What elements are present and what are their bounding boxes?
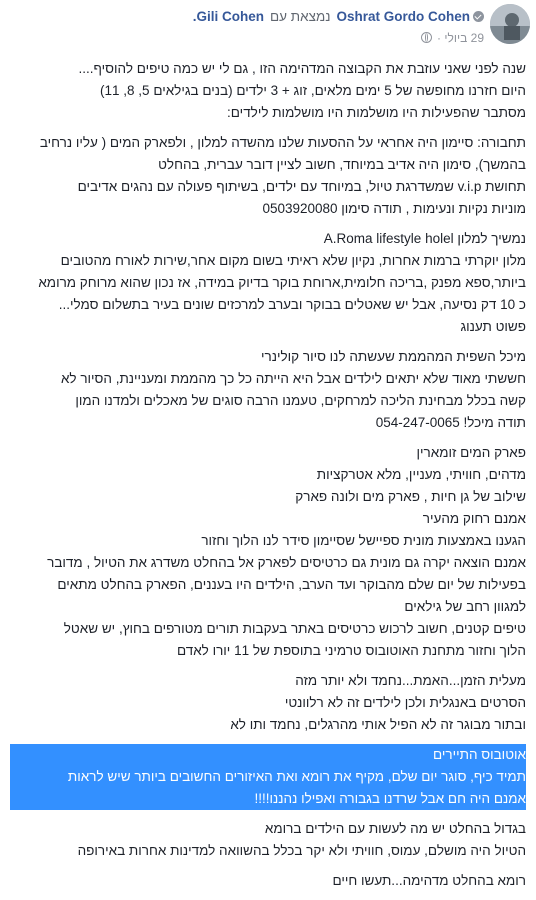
post-text-line: מדהים, חוויתי, מעניין, מלא אטרקציות: [316, 467, 526, 482]
post-text-line: קשה בכלל מבחינת הליכה למרחקים, טעמנו הרבה סוגים של מאכלים ולמדנו המון: [75, 393, 526, 408]
post-text-line: חששתי מאוד שלא יתאים לילדים אבל היא הייתה כל כך מהממת ומעניינת, הסיור לא: [60, 371, 526, 386]
tagged-user-link[interactable]: Gili Cohen.: [192, 9, 265, 24]
post-text-line: מיכל השפית המהממת שעשתה לנו סיור קולינרי: [261, 349, 526, 364]
post-header: [0, 0, 536, 52]
post-paragraph: [10, 346, 526, 434]
post-text-line: מעלית הזמן...האמת...נחמד ולא יותר מזה: [295, 673, 526, 688]
post-text-line: ביותר,ספא מפנק ,בריכה חלומית,ארוחת בוקר בדיוק במידה, אז נכון שהוא מרוחק מרומא: [38, 275, 526, 290]
post-text-line: תודה מיכל! 054-247-0065: [375, 415, 526, 430]
post-text-line: הלוך וחזור מתחנת האוטובוס טרמיני בתוספת של 11 יורו לאדם: [176, 643, 526, 658]
selected-text-line: אמנם היה חם אבל שרדנו בגבורה ואפילו נהננו!!!!: [10, 788, 526, 810]
post-paragraph: [10, 228, 526, 338]
author-name-link[interactable]: Oshrat Gordo Cohen: [336, 9, 470, 24]
verified-icon: [473, 11, 484, 22]
post-paragraph: [10, 670, 526, 736]
author-avatar[interactable]: [490, 4, 530, 44]
post-text-line: פארק המים זומארין: [416, 445, 526, 460]
post-text-line: הסרטים באנגלית ולכן לילדים זה לא רלוונטי: [284, 695, 526, 710]
post-body: [10, 58, 526, 900]
post-text-line: תחבורה: סיימון היה אחראי על ההסעות שלנו מהשדה למלון , ולפארק המים ( עליו נרחיב: [39, 135, 526, 150]
post-text-line: נמשיך למלון A.Roma lifestyle holel: [323, 231, 526, 246]
post-paragraph: [10, 870, 526, 892]
post-timestamp[interactable]: 29 ביולי: [444, 31, 484, 45]
post-text-line: רומא בהחלט מדהימה...תעשו חיים: [332, 873, 526, 888]
post-text-line: שנה לפני שאני עוזבת את הקבוצה המדהימה הזו , גם לי יש כמה טיפים להוסיף....: [78, 61, 526, 76]
post-text-line: למגוון רחב של גילאים: [404, 599, 526, 614]
with-text: נמצאת עם: [270, 9, 331, 24]
selected-text-line: תמיד כיף, סוגר יום שלם, מקיף את רומא ואת האיזורים החשובים ביותר שיש לראות: [10, 766, 526, 788]
post-text-line: תחושת v.i.p שמשדרגת טיול, במיוחד עם ילדים, בשיתוף פעולה עם נהגים אדיבים: [77, 179, 526, 194]
post-text-line: אמנם הוצאה יקרה גם מונית גם כרטיסים לפארק אל בהחלט משדרג את הטיול , מדובר: [47, 555, 526, 570]
post-text-line: היום חזרנו מחופשה של 5 ימים מלאים, זוג + 3 ילדים (בנים בגילאים 5, 8, 11): [99, 83, 526, 98]
post-paragraph: [10, 818, 526, 862]
post-text-line: כ 10 דק נסיעה, אבל יש שאטלים בבוקר ובערב למרכזים שונים בעיר בתשלום סמלי...: [58, 297, 526, 312]
avatar-image: [490, 4, 530, 44]
post-meta: [421, 31, 484, 45]
post-text-line: הטיול היה מושלם, עמוס, חוויתי ולא יקר בכלל בהשוואה למדינות אחרות באירופה: [77, 843, 526, 858]
post-text-line: טיפים קטנים, חשוב לרכוש כרטיסים באתר בעקבות תורים מטורפים בחוץ, יש שאטל: [63, 621, 526, 636]
post-text-line: מוניות נקיות ונעימות , תודה סימון 0503920080: [262, 201, 526, 216]
post-text-line: אמנם רחוק מהעיר: [422, 511, 526, 526]
post-text-line: פשוט תענוג: [460, 319, 526, 334]
post-title-line: [193, 9, 484, 24]
post-paragraph: [10, 442, 526, 662]
post-text-line: בגדול בהחלט יש מה לעשות עם הילדים ברומא: [264, 821, 526, 836]
post-paragraph: [10, 58, 526, 124]
post-text-line: ובתור מבוגר זה לא הפיל אותי מהרגלים, נחמד ותו לא: [230, 717, 526, 732]
post-text-line: שילוב של גן חיות , פארק מים ולונה פארק: [295, 489, 526, 504]
post-text-line: מלון יוקרתי ברמות אחרות, נקיון שלא ראיתי בשום מקום אחר,שירות לאורח מהטובים: [60, 253, 526, 268]
post-paragraph: [10, 132, 526, 220]
post-paragraph: [10, 744, 526, 810]
post-text-line: מסתבר שהפעילות היו מושלמות היו מושלמות לילדים:: [227, 105, 526, 120]
post-text-line: בפעילות של יום שלם מהבוקר ועד הערב, הילדים היו בעננים, הפארק בהחלט מתאים: [57, 577, 526, 592]
globe-icon: [421, 32, 432, 43]
privacy-separator: ·: [433, 31, 442, 45]
selected-text-line: אוטובוס התיירים: [10, 744, 526, 766]
post-text-line: הגענו באמצעות מונית ספיישל שסיימון סידר לנו הלוך וחזור: [201, 533, 526, 548]
post-text-line: בהמשך), סימון היה אדיב במיוחד, חשוב לציין דובר עברית, בהחלט: [158, 157, 526, 172]
